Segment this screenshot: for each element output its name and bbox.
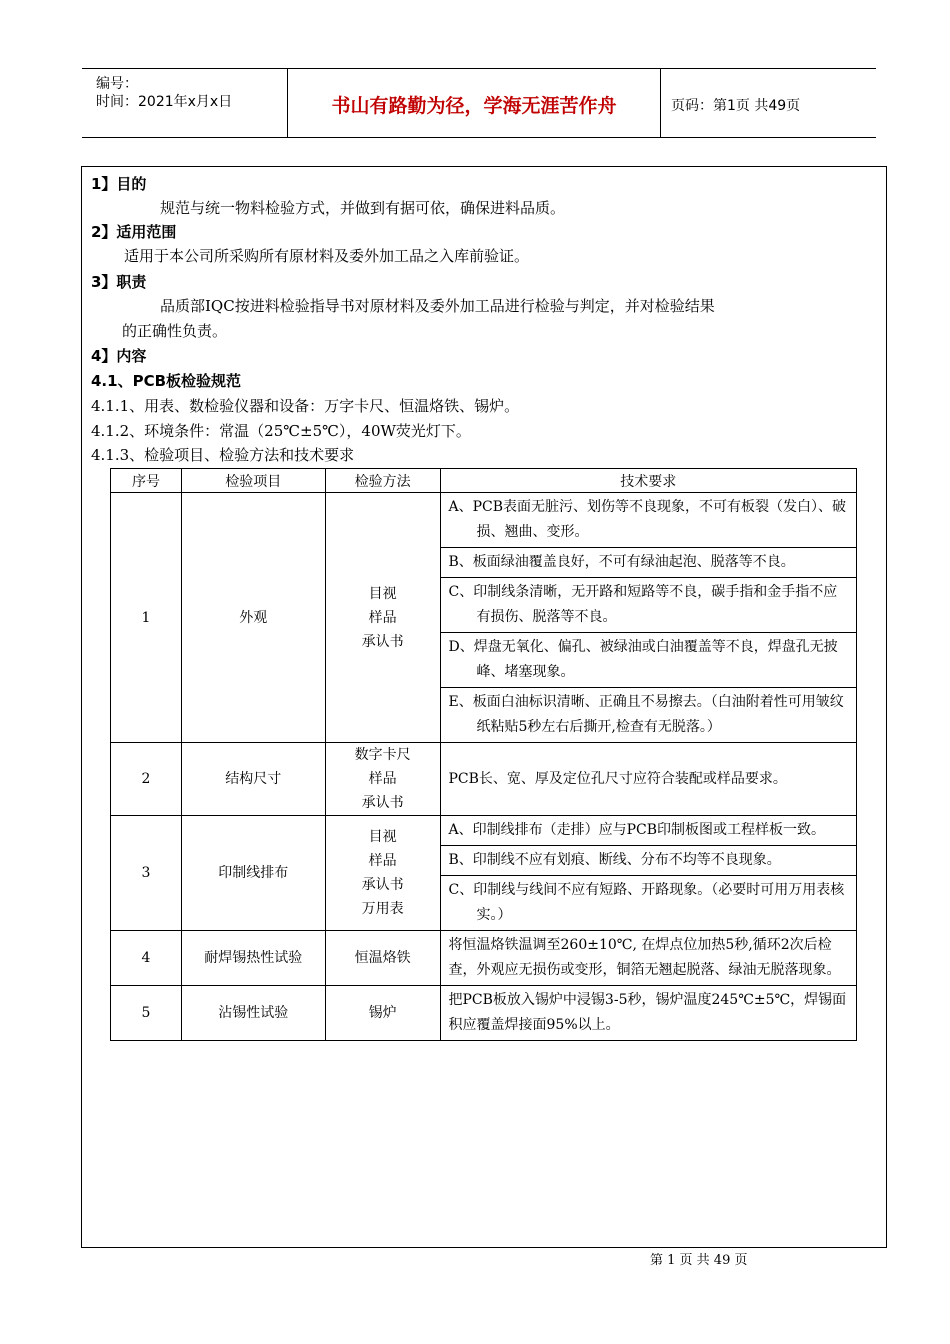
inspection-table <box>110 468 857 1041</box>
requirement-cell <box>440 846 856 876</box>
requirement-cell <box>440 688 856 743</box>
requirement-text: B、板面绿油覆盖良好，不可有绿油起泡、脱落等不良。 <box>448 554 795 570</box>
section-4-1-title: 4.1、PCB板检验规范 <box>91 372 242 390</box>
method-line: 万用表 <box>361 901 404 917</box>
section-4-1-1: 4.1.1、用表、数检验仪器和设备：万字卡尺、恒温烙铁、锡炉。 <box>91 397 520 415</box>
row-no: 5 <box>111 986 182 1041</box>
table-header-row <box>111 469 857 493</box>
requirement-text: D、焊盘无氧化、偏孔、被绿油或白油覆盖等不良，焊盘孔无披峰、堵塞现象。 <box>448 639 838 680</box>
requirement-text: 把PCB板放入锡炉中浸锡3-5秒，锡炉温度245℃±5℃，焊锡面积应覆盖焊接面95%以上。 <box>448 992 847 1033</box>
method-line: 样品 <box>368 771 397 787</box>
header-page-cell <box>661 69 876 137</box>
page-header <box>82 68 876 138</box>
requirement-cell <box>440 986 856 1041</box>
requirement-cell <box>440 548 856 578</box>
doc-time-label: 时间：2021年x月x日 <box>96 94 233 110</box>
method-line: 锡炉 <box>368 1005 397 1021</box>
header-meta <box>82 69 288 137</box>
table-row <box>111 931 857 986</box>
method-line: 目视 <box>368 829 397 845</box>
table-row <box>111 743 857 816</box>
row-method <box>325 816 440 931</box>
col-header-method: 检验方法 <box>325 469 440 493</box>
method-line: 数字卡尺 <box>354 747 411 763</box>
requirement-cell <box>440 743 856 816</box>
method-line: 承认书 <box>361 633 404 650</box>
row-item: 外观 <box>181 493 325 743</box>
requirement-text: A、印制线排布（走排）应与PCB印制板图或工程样板一致。 <box>448 822 826 838</box>
table-row <box>111 493 857 548</box>
section-3-text-2: 的正确性负责。 <box>122 322 228 340</box>
section-4-1-2: 4.1.2、环境条件：常温（25℃±5℃），40W荧光灯下。 <box>91 422 471 440</box>
requirement-cell <box>440 633 856 688</box>
method-line: 样品 <box>368 853 397 869</box>
row-method <box>325 931 440 986</box>
requirement-text: C、印制线条清晰，无开路和短路等不良，碳手指和金手指不应有损伤、脱落等不良。 <box>448 584 838 625</box>
requirement-cell <box>440 816 856 846</box>
row-no: 2 <box>111 743 182 816</box>
requirement-text: 将恒温烙铁温调至260±10℃, 在焊点位加热5秒,循环2次后检查，外观应无损伤或变形，铜箔无翘起脱落、绿油无脱落现象。 <box>448 937 841 978</box>
requirement-cell <box>440 578 856 633</box>
col-header-requirement: 技术要求 <box>440 469 856 493</box>
section-3-text-1: 品质部IQC按进料检验指导书对原材料及委外加工品进行检验与判定，并对检验结果 <box>160 297 715 315</box>
requirement-text: B、印制线不应有划痕、断线、分布不均等不良现象。 <box>448 852 781 868</box>
row-method <box>325 493 440 743</box>
content-frame <box>81 166 887 1248</box>
row-no: 4 <box>111 931 182 986</box>
row-no: 1 <box>111 493 182 743</box>
col-header-item: 检验项目 <box>181 469 325 493</box>
requirement-cell <box>440 931 856 986</box>
row-method <box>325 743 440 816</box>
section-1-text: 规范与统一物料检验方式，并做到有据可依，确保进料品质。 <box>160 199 566 217</box>
page-footer: 第 1 页 共 49 页 <box>650 1253 748 1268</box>
doc-code-label: 编号： <box>96 76 138 92</box>
method-line: 样品 <box>368 609 397 626</box>
row-method <box>325 986 440 1041</box>
method-line: 目视 <box>368 585 397 602</box>
row-item: 沾锡性试验 <box>181 986 325 1041</box>
row-no: 3 <box>111 816 182 931</box>
method-line: 承认书 <box>361 795 404 811</box>
section-2-text: 适用于本公司所采购所有原材料及委外加工品之入库前验证。 <box>124 247 530 265</box>
requirement-text: C、印制线与线间不应有短路、开路现象。（必要时可用万用表核实。） <box>448 882 845 923</box>
header-motto-cell <box>288 69 661 137</box>
requirement-cell <box>440 876 856 931</box>
section-4-1-3: 4.1.3、检验项目、检验方法和技术要求 <box>91 446 355 464</box>
table-row <box>111 986 857 1041</box>
section-4-title: 4】内容 <box>91 347 147 365</box>
row-item: 印制线排布 <box>181 816 325 931</box>
method-line: 恒温烙铁 <box>354 950 411 966</box>
requirement-cell <box>440 493 856 548</box>
row-item: 耐焊锡热性试验 <box>181 931 325 986</box>
table-row <box>111 816 857 846</box>
col-header-no: 序号 <box>111 469 182 493</box>
requirement-text: E、板面白油标识清晰、正确且不易擦去。（白油附着性可用皱纹纸粘贴5秒左右后撕开,检查有无脱落。） <box>448 694 844 735</box>
header-motto: 书山有路勤为径，学海无涯苦作舟 <box>331 95 617 117</box>
section-2-title: 2】适用范围 <box>91 223 177 241</box>
section-1-title: 1】目的 <box>91 175 147 193</box>
header-page-label: 页码：第1页 共49页 <box>671 98 801 114</box>
method-line: 承认书 <box>361 877 404 893</box>
requirement-text: PCB长、宽、厚及定位孔尺寸应符合装配或样品要求。 <box>448 770 787 787</box>
requirement-text: A、PCB表面无脏污、划伤等不良现象，不可有板裂（发白）、破损、翘曲、变形。 <box>448 499 847 540</box>
row-item: 结构尺寸 <box>181 743 325 816</box>
section-3-title: 3】职责 <box>91 273 147 291</box>
